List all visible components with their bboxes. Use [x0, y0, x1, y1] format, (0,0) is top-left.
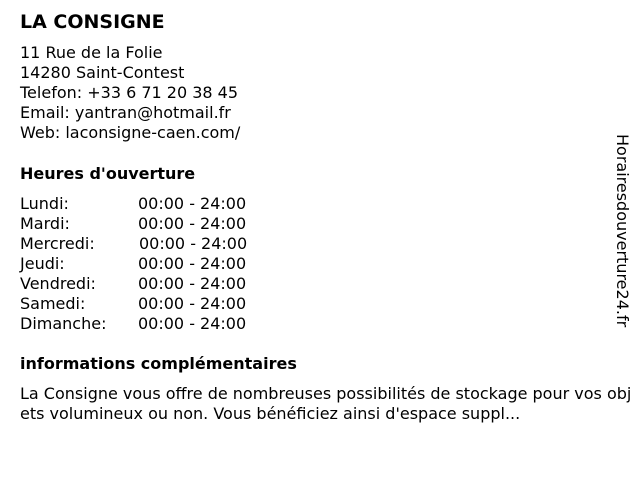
info-description: La Consigne vous offre de nombreuses possibilités de stockage pour vos objets volumineux ou non. Vous bénéficiez ainsi d'espace suppl...	[20, 384, 632, 423]
day-label: Mardi:	[20, 214, 70, 233]
hours-row-monday	[20, 194, 300, 214]
time-range: 00:00 - 24:00	[138, 214, 247, 233]
time-range: 00:00 - 24:00	[138, 314, 247, 333]
hours-row-wednesday	[20, 234, 300, 254]
time-range: 00:00 - 24:00	[138, 194, 247, 213]
day-label: Dimanche:	[20, 314, 107, 333]
time-range: 00:00 - 24:00	[138, 254, 247, 273]
business-contact-block	[20, 43, 240, 143]
email-address: Email: yantran@hotmail.fr	[20, 103, 231, 122]
address-street: 11 Rue de la Folie	[20, 43, 163, 62]
time-range: 00:00 - 24:00	[138, 294, 247, 313]
day-label: Lundi:	[20, 194, 69, 213]
hours-row-friday	[20, 274, 300, 294]
time-range: 00:00 - 24:00	[139, 234, 248, 253]
time-range: 00:00 - 24:00	[138, 274, 247, 293]
business-name: LA CONSIGNE	[20, 11, 165, 33]
opening-hours-table	[20, 194, 300, 334]
hours-row-saturday	[20, 294, 300, 314]
phone-number: Telefon: +33 6 71 20 38 45	[20, 83, 239, 102]
day-label: Samedi:	[20, 294, 86, 313]
day-label: Jeudi:	[20, 254, 65, 273]
day-label: Mercredi:	[20, 234, 95, 253]
hours-row-sunday	[20, 314, 300, 334]
hours-heading: Heures d'ouverture	[20, 164, 196, 183]
info-heading: informations complémentaires	[20, 354, 297, 373]
website: Web: laconsigne-caen.com/	[20, 123, 241, 142]
day-label: Vendredi:	[20, 274, 96, 293]
site-watermark: Horairesdouverture24.fr	[613, 134, 632, 328]
hours-row-thursday	[20, 254, 300, 274]
address-city: 14280 Saint-Contest	[20, 63, 185, 82]
hours-row-tuesday	[20, 214, 300, 234]
